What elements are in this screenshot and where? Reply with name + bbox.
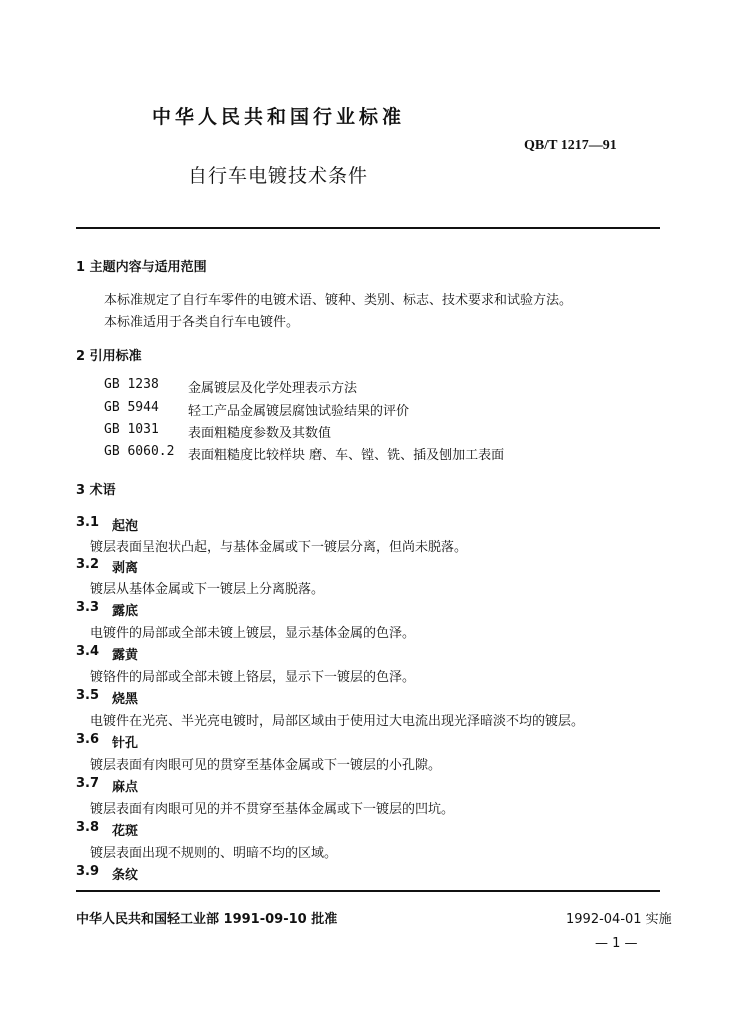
term-name: 露黄: [112, 648, 139, 663]
reference-title: 金属镀层及化学处理表示方法: [188, 381, 358, 396]
standard-code: QB/T 1217—91: [524, 138, 617, 153]
document-title: 自行车电镀技术条件: [188, 165, 369, 187]
header-divider: [76, 227, 660, 229]
reference-code: GB 6060.2: [104, 444, 175, 459]
term-number: 3.2: [76, 557, 100, 572]
reference-title: 表面粗糙度比较样块 磨、车、镗、铣、插及刨加工表面: [188, 448, 505, 463]
standard-category: 中华人民共和国行业标准: [152, 106, 406, 128]
term-name: 露底: [112, 604, 139, 619]
footer-divider: [76, 890, 660, 892]
term-number: 3.3: [76, 600, 100, 615]
term-definition: 电镀件在光亮、半光亮电镀时，局部区域由于使用过大电流出现光泽暗淡不均的镀层。: [90, 714, 585, 729]
reference-code: GB 1031: [104, 422, 159, 437]
term-name: 烧黑: [112, 692, 139, 707]
term-number: 3.1: [76, 515, 100, 530]
term-definition: 镀层表面呈泡状凸起，与基体金属或下一镀层分离，但尚未脱落。: [90, 540, 468, 555]
term-number: 3.9: [76, 864, 100, 879]
reference-code: GB 5944: [104, 400, 159, 415]
term-number: 3.7: [76, 776, 100, 791]
term-definition: 镀铬件的局部或全部未镀上铬层，显示下一镀层的色泽。: [90, 670, 416, 685]
term-name: 针孔: [112, 736, 139, 751]
effective-date: 1992-04-01 实施: [566, 912, 672, 927]
section-1-paragraph: 本标准适用于各类自行车电镀件。: [104, 315, 300, 330]
term-name: 剥离: [112, 561, 139, 576]
section-1-paragraph: 本标准规定了自行车零件的电镀术语、镀种、类别、标志、技术要求和试验方法。: [104, 293, 573, 308]
term-definition: 镀层从基体金属或下一镀层上分离脱落。: [90, 582, 325, 597]
page-number: — 1 —: [595, 936, 638, 951]
term-definition: 电镀件的局部或全部未镀上镀层，显示基体金属的色泽。: [90, 626, 416, 641]
reference-title: 表面粗糙度参数及其数值: [188, 426, 332, 441]
term-definition: 镀层表面出现不规则的、明暗不均的区域。: [90, 846, 338, 861]
term-number: 3.4: [76, 644, 100, 659]
term-name: 花斑: [112, 824, 139, 839]
reference-code: GB 1238: [104, 377, 159, 392]
term-number: 3.8: [76, 820, 100, 835]
section-3-heading: 3 术语: [76, 483, 116, 498]
approval-note: 中华人民共和国轻工业部 1991-09-10 批准: [76, 912, 338, 927]
section-2-heading: 2 引用标准: [76, 349, 142, 364]
section-1-heading: 1 主题内容与适用范围: [76, 260, 207, 275]
term-definition: 镀层表面有肉眼可见的并不贯穿至基体金属或下一镀层的凹坑。: [90, 802, 455, 817]
term-name: 麻点: [112, 780, 139, 795]
reference-title: 轻工产品金属镀层腐蚀试验结果的评价: [188, 404, 410, 419]
term-name: 条纹: [112, 868, 139, 883]
term-number: 3.5: [76, 688, 100, 703]
term-number: 3.6: [76, 732, 100, 747]
term-definition: 镀层表面有肉眼可见的贯穿至基体金属或下一镀层的小孔隙。: [90, 758, 442, 773]
term-name: 起泡: [112, 519, 139, 534]
